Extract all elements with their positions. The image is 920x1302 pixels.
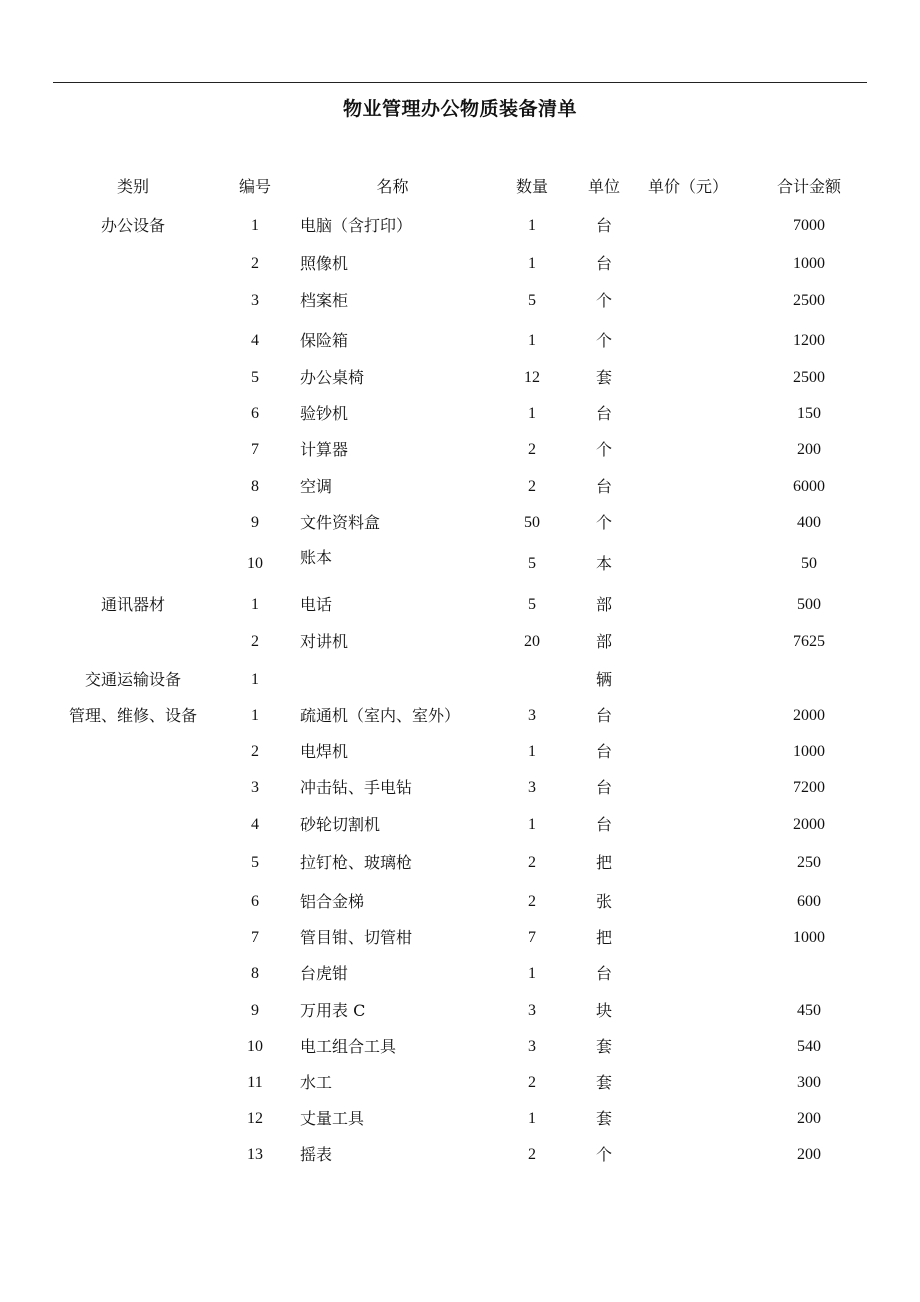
row-quantity: 3 (528, 779, 536, 796)
top-rule (53, 82, 867, 83)
row-total: 200 (797, 441, 821, 458)
row-total: 2000 (793, 816, 825, 833)
row-quantity: 1 (528, 965, 536, 982)
row-total: 500 (797, 596, 821, 613)
row-name: 电工组合工具 (300, 1037, 397, 1056)
row-quantity: 2 (528, 441, 536, 458)
row-number: 3 (251, 292, 259, 309)
row-total: 450 (797, 1002, 821, 1019)
row-name: 保险箱 (300, 331, 349, 350)
row-number: 5 (251, 369, 259, 386)
row-total: 600 (797, 893, 821, 910)
row-category: 交通运输设备 (84, 670, 181, 689)
row-name: 水工 (300, 1073, 333, 1092)
row-name: 电话 (300, 595, 333, 614)
row-total: 1200 (793, 332, 825, 349)
row-total: 7625 (793, 633, 825, 650)
row-name: 丈量工具 (300, 1109, 365, 1128)
row-name: 万用表 C (300, 1001, 366, 1020)
row-name: 台虎钳 (300, 964, 349, 983)
row-quantity: 2 (528, 893, 536, 910)
row-unit: 张 (595, 892, 612, 911)
row-name: 冲击钻、手电钻 (300, 778, 413, 797)
row-quantity: 3 (528, 707, 536, 724)
row-quantity: 20 (524, 633, 540, 650)
row-unit: 台 (595, 216, 612, 235)
row-quantity: 2 (528, 854, 536, 871)
row-name: 文件资料盒 (300, 513, 381, 532)
row-number: 12 (247, 1110, 263, 1127)
row-name: 计算器 (300, 440, 349, 459)
row-total: 1000 (793, 743, 825, 760)
row-unit: 本 (595, 554, 612, 573)
row-name: 档案柜 (300, 291, 349, 310)
row-number: 13 (247, 1146, 263, 1163)
row-number: 6 (251, 893, 259, 910)
row-number: 6 (251, 405, 259, 422)
row-quantity: 2 (528, 1074, 536, 1091)
row-quantity: 5 (528, 292, 536, 309)
row-unit: 辆 (595, 670, 612, 689)
row-unit: 台 (595, 815, 612, 834)
header-unit: 单位 (587, 177, 620, 196)
row-number: 2 (251, 633, 259, 650)
row-quantity: 12 (524, 369, 540, 386)
row-quantity: 1 (528, 217, 536, 234)
row-unit: 套 (595, 368, 612, 387)
row-total: 200 (797, 1146, 821, 1163)
row-quantity: 2 (528, 1146, 536, 1163)
row-total: 400 (797, 514, 821, 531)
row-name: 办公桌椅 (300, 368, 365, 387)
row-name: 砂轮切割机 (300, 815, 381, 834)
row-quantity: 3 (528, 1002, 536, 1019)
row-unit: 台 (595, 404, 612, 423)
header-number: 编号 (238, 177, 271, 196)
row-name: 对讲机 (300, 632, 349, 651)
row-unit: 个 (595, 513, 612, 532)
row-total: 7000 (793, 217, 825, 234)
row-unit: 个 (595, 331, 612, 350)
row-total: 1000 (793, 255, 825, 272)
row-number: 2 (251, 255, 259, 272)
row-unit: 个 (595, 1145, 612, 1164)
row-number: 9 (251, 514, 259, 531)
row-category: 管理、维修、设备 (68, 706, 197, 725)
row-name: 电焊机 (300, 742, 349, 761)
row-name: 疏通机（室内、室外） (300, 706, 461, 725)
row-quantity: 5 (528, 596, 536, 613)
row-number: 4 (251, 332, 259, 349)
row-unit: 部 (595, 595, 612, 614)
row-quantity: 1 (528, 816, 536, 833)
row-number: 9 (251, 1002, 259, 1019)
row-name: 拉钉枪、玻璃枪 (300, 853, 413, 872)
row-number: 4 (251, 816, 259, 833)
row-unit: 套 (595, 1109, 612, 1128)
row-total: 6000 (793, 478, 825, 495)
row-quantity: 7 (528, 929, 536, 946)
header-total: 合计金额 (776, 177, 841, 196)
row-number: 1 (251, 671, 259, 688)
row-number: 1 (251, 707, 259, 724)
row-number: 10 (247, 1038, 263, 1055)
row-total: 50 (801, 555, 817, 572)
row-total: 540 (797, 1038, 821, 1055)
document-title: 物业管理办公物质装备清单 (342, 98, 577, 120)
row-unit: 台 (595, 706, 612, 725)
row-total: 150 (797, 405, 821, 422)
row-total: 1000 (793, 929, 825, 946)
row-unit: 套 (595, 1073, 612, 1092)
row-unit: 个 (595, 440, 612, 459)
row-number: 7 (251, 929, 259, 946)
row-quantity: 1 (528, 405, 536, 422)
row-number: 1 (251, 596, 259, 613)
row-number: 11 (247, 1074, 263, 1091)
row-number: 8 (251, 965, 259, 982)
row-total: 200 (797, 1110, 821, 1127)
row-quantity: 1 (528, 332, 536, 349)
row-unit: 台 (595, 477, 612, 496)
row-quantity: 1 (528, 1110, 536, 1127)
row-category: 办公设备 (100, 216, 165, 235)
row-total: 2500 (793, 292, 825, 309)
row-number: 1 (251, 217, 259, 234)
row-name: 照像机 (300, 254, 349, 273)
row-name: 铝合金梯 (300, 892, 365, 911)
header-quantity: 数量 (515, 177, 548, 196)
row-unit: 把 (595, 928, 612, 947)
row-quantity: 1 (528, 743, 536, 760)
row-total: 2000 (793, 707, 825, 724)
row-unit: 台 (595, 254, 612, 273)
row-name: 空调 (300, 477, 333, 496)
row-unit: 套 (595, 1037, 612, 1056)
row-quantity: 2 (528, 478, 536, 495)
row-total: 2500 (793, 369, 825, 386)
row-number: 5 (251, 854, 259, 871)
row-total: 7200 (793, 779, 825, 796)
header-name: 名称 (376, 177, 409, 196)
row-unit: 部 (595, 632, 612, 651)
row-category: 通讯器材 (100, 595, 165, 614)
row-name: 电脑（含打印） (300, 216, 413, 235)
row-unit: 台 (595, 742, 612, 761)
row-number: 3 (251, 779, 259, 796)
row-quantity: 5 (528, 555, 536, 572)
row-name: 账本 (300, 548, 333, 567)
row-total: 250 (797, 854, 821, 871)
row-unit: 块 (595, 1001, 612, 1020)
row-number: 7 (251, 441, 259, 458)
header-category: 类别 (116, 177, 149, 196)
row-number: 2 (251, 743, 259, 760)
row-name: 管目钳、切管柑 (300, 928, 413, 947)
header-unit-price: 单价（元） (647, 177, 728, 196)
row-number: 8 (251, 478, 259, 495)
row-total: 300 (797, 1074, 821, 1091)
row-name: 摇表 (300, 1145, 333, 1164)
row-unit: 台 (595, 964, 612, 983)
row-quantity: 3 (528, 1038, 536, 1055)
row-unit: 个 (595, 291, 612, 310)
row-quantity: 1 (528, 255, 536, 272)
row-unit: 台 (595, 778, 612, 797)
row-name: 验钞机 (300, 404, 349, 423)
row-quantity: 50 (524, 514, 540, 531)
row-unit: 把 (595, 853, 612, 872)
row-number: 10 (247, 555, 263, 572)
